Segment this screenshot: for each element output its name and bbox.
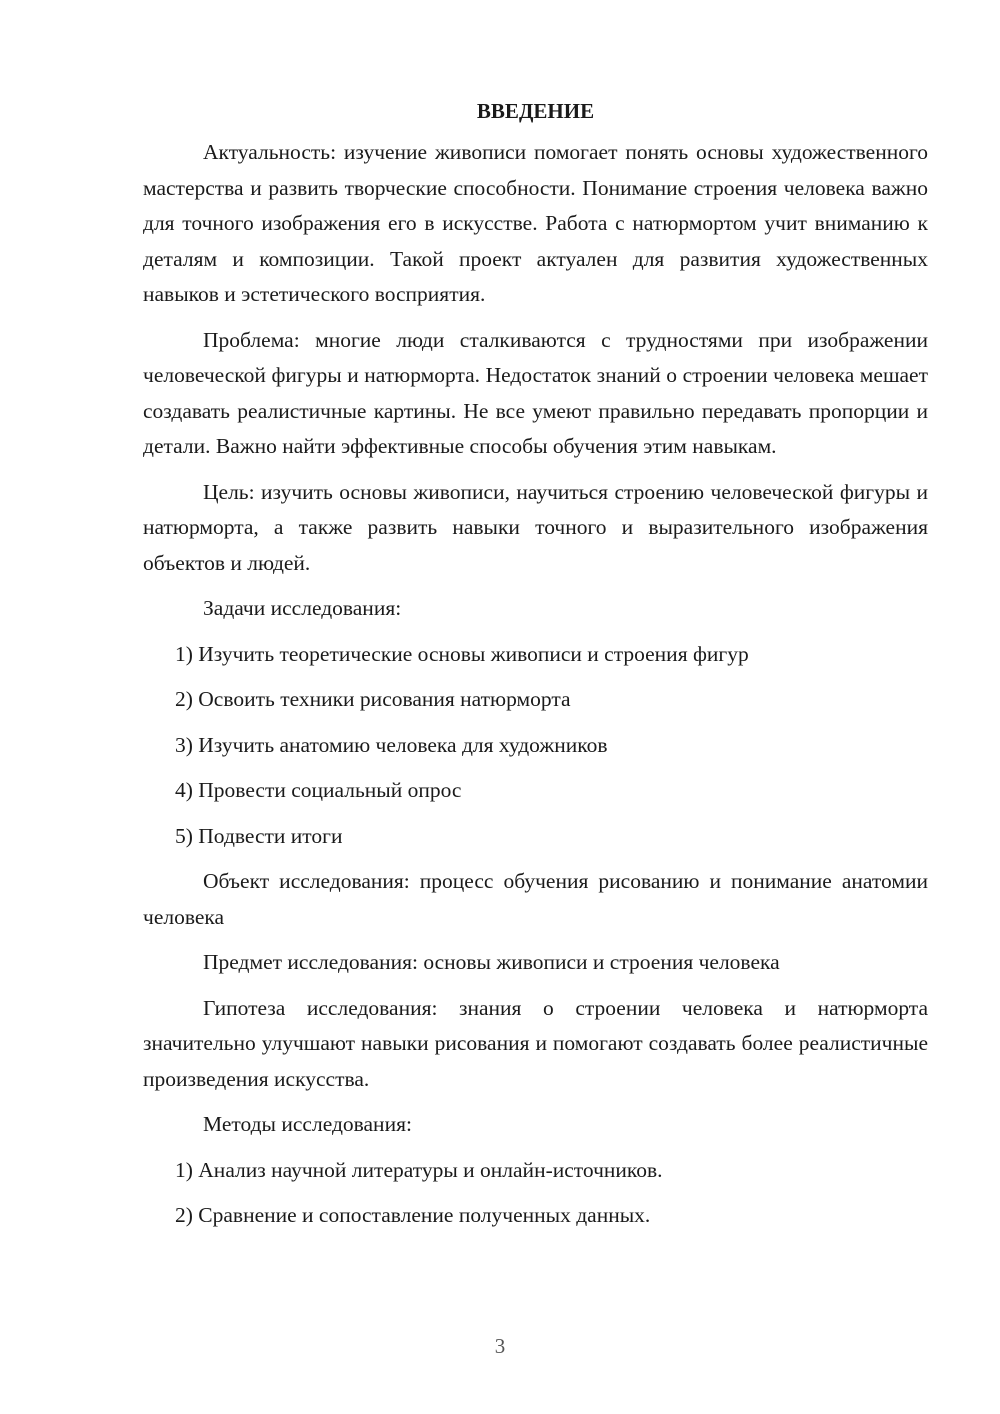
methods-heading: Методы исследования:: [203, 1112, 412, 1136]
page-content: [143, 96, 928, 1244]
tasks-list: [143, 637, 928, 855]
page-number: 3: [494, 1334, 506, 1358]
problem-paragraph: Проблема: многие люди сталкиваются с трудностями при изображении человеческой фигуры и натюрморта. Недостаток знаний о строении человека мешает создавать реалистичные картины. Не все умеют правильно передавать пропорции и детали. Важно найти эффективные способы обучения этим навыкам.: [143, 327, 928, 458]
tasks-heading: Задачи исследования:: [203, 596, 402, 620]
list-item: 2) Освоить техники рисования натюрморта: [175, 687, 571, 711]
list-item: 1) Изучить теоретические основы живописи и строения фигур: [175, 641, 749, 666]
page-title: ВВЕДЕНИЕ: [476, 99, 595, 123]
object-paragraph: Объект исследования: процесс обучения рисованию и понимание анатомии человека: [143, 869, 928, 929]
subject-paragraph: Предмет исследования: основы живописи и строения человека: [203, 950, 780, 974]
list-item: 4) Провести социальный опрос: [175, 778, 462, 802]
hypothesis-paragraph: Гипотеза исследования: знания о строении человека и натюрморта значительно улучшают навыки рисования и помогают создавать более реалистичные произведения искусства.: [143, 995, 928, 1091]
relevance-paragraph: Актуальность: изучение живописи помогает понять основы художественного мастерства и развить творческие способности. Понимание строения человека важно для точного изображения его в искусстве. Работа с натюрмортом учит вниманию к деталям и композиции. Такой проект актуален для развития художественных навыков и эстетического восприятия.: [143, 140, 928, 306]
goal-paragraph: Цель: изучить основы живописи, научиться строению человеческой фигуры и натюрморта, а также развить навыки точного и выразительного изображения объектов и людей.: [143, 479, 928, 575]
list-item: 1) Анализ научной литературы и онлайн-источников.: [175, 1157, 663, 1182]
methods-list: [143, 1153, 928, 1234]
list-item: 2) Сравнение и сопоставление полученных данных.: [175, 1203, 651, 1227]
list-item: 5) Подвести итоги: [175, 823, 343, 848]
list-item: 3) Изучить анатомию человека для художников: [175, 732, 608, 757]
